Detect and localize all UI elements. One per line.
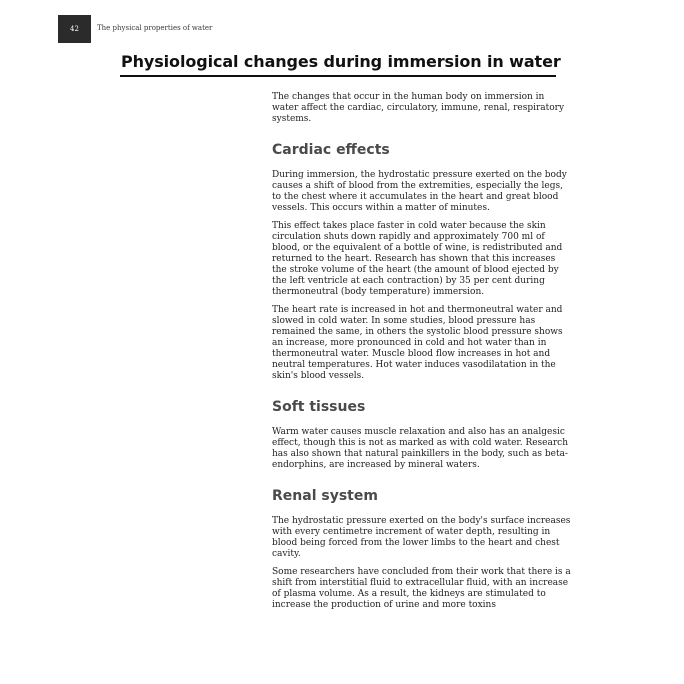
paragraph: The heart rate is increased in hot and thermoneutral water and slowed in cold water. In some studies, blood pressure has remained the same, in others the systolic blood pressure shows an increase, more pronounced in cold and hot water than in thermoneutral water. Muscle blood flow increases in hot and neutral temperatures. Hot water induces vasodilatation in the skin's blood vessels. — [272, 305, 563, 381]
paragraph: Some researchers have concluded from their work that there is a shift from interstitial fluid to extracellular fluid, with an increase of plasma volume. As a result, the kidneys are stimulated to increase the production of urine and more toxins — [272, 567, 571, 610]
chapter-title: Physiological changes during immersion in water — [121, 52, 561, 71]
intro-paragraph: The changes that occur in the human body on immersion in water affect the cardiac, circulatory, immune, renal, respiratory systems. — [272, 92, 565, 124]
section-heading-renal-system: Renal system — [272, 488, 378, 504]
text-column — [272, 92, 572, 618]
page-number: 42 — [70, 25, 79, 33]
paragraph: This effect takes place faster in cold water because the skin circulation shuts down rapidly and approximately 700 ml of blood, or the equivalent of a bottle of wine, is redistributed and returned to the heart. Research has shown that this increases the stroke volume of the heart (the amount of blood ejected by the left ventricle at each contraction) by 35 per cent during thermoneutral (body temperature) immersion. — [272, 221, 563, 297]
paragraph: The hydrostatic pressure exerted on the body's surface increases with every centimetre increment of water depth, resulting in blood being forced from the lower limbs to the heart and chest cavity. — [272, 516, 571, 559]
running-head: The physical properties of water — [97, 24, 213, 32]
paragraph: Warm water causes muscle relaxation and also has an analgesic effect, though this is not as marked as with cold water. Research has also shown that natural painkillers in the body, such as beta-endorphins, are increased by mineral waters. — [272, 427, 569, 470]
section-heading-soft-tissues: Soft tissues — [272, 399, 366, 415]
section-heading-cardiac-effects: Cardiac effects — [272, 142, 390, 158]
paragraph: During immersion, the hydrostatic pressure exerted on the body causes a shift of blood from the extremities, especially the legs, to the chest where it accumulates in the heart and great blood vessels. This occurs within a matter of minutes. — [272, 170, 567, 213]
title-rule — [120, 75, 556, 77]
page-number-badge — [58, 15, 91, 43]
